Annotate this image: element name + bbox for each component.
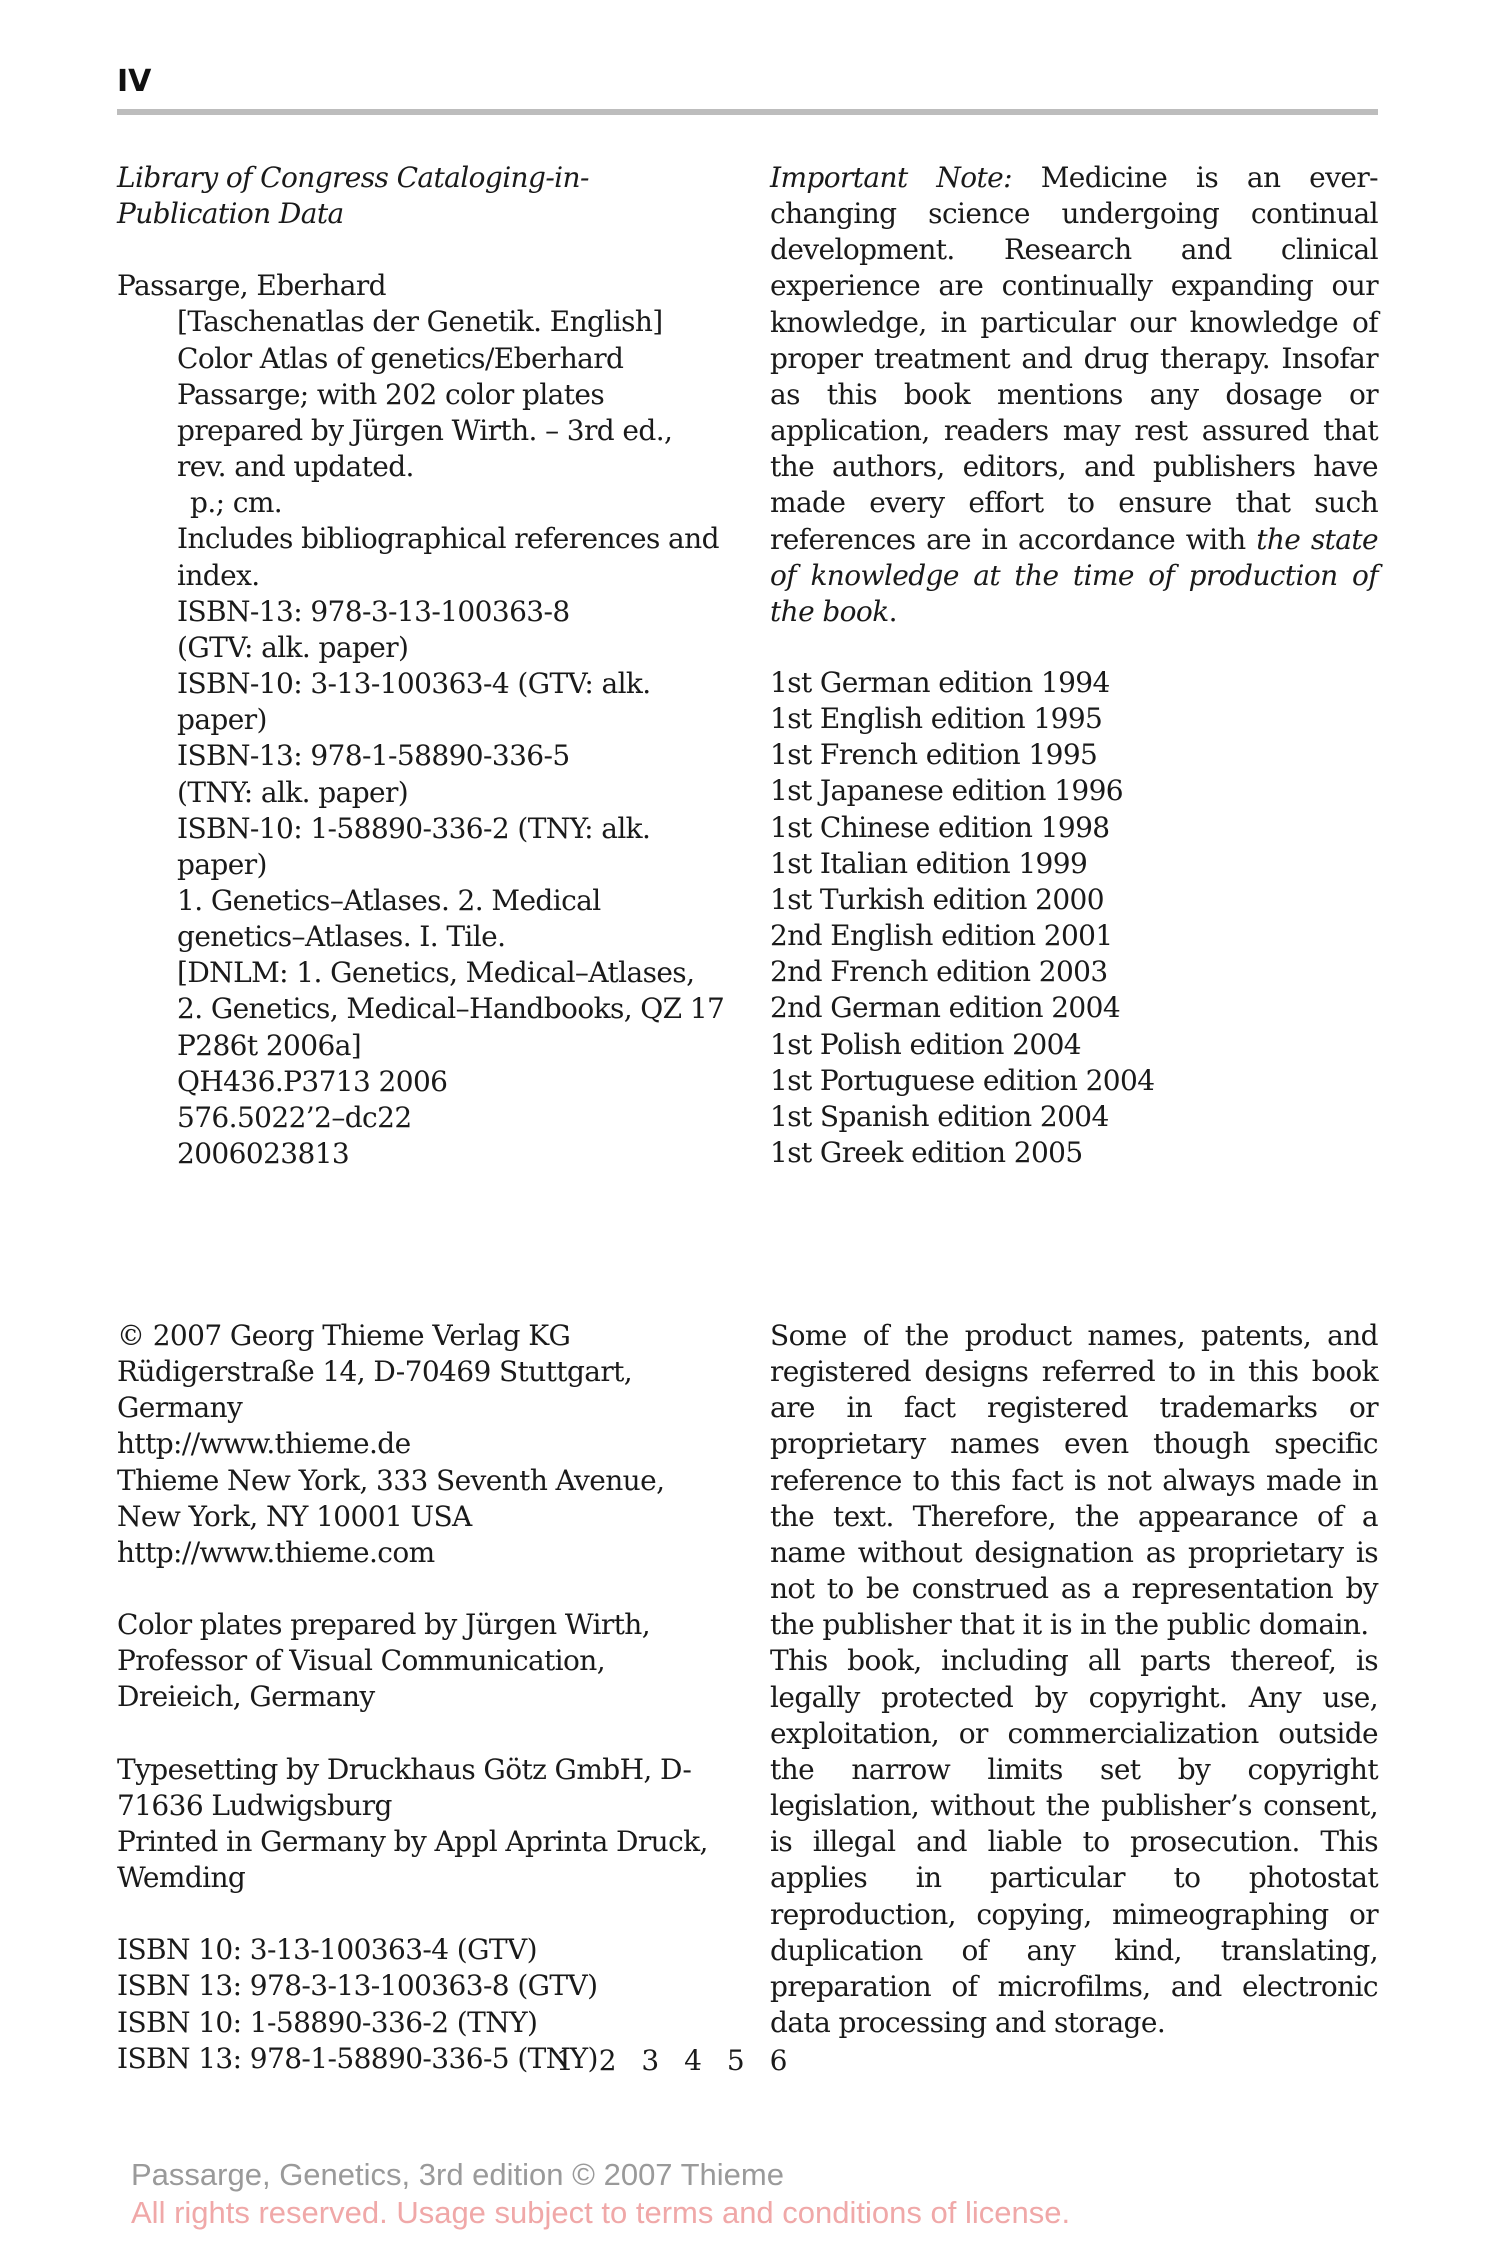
cip-line: Includes bibliographical references and index.: [177, 522, 719, 592]
publisher-block: [117, 1318, 727, 2077]
cip-line: 2006023813: [177, 1137, 350, 1171]
publisher-line: http://www.thieme.com: [117, 1535, 435, 1569]
edition-item: 1st English edition 1995: [770, 702, 1103, 736]
publisher-line: © 2007 Georg Thieme Verlag KG: [117, 1319, 571, 1352]
cip-line: (TNY: alk. paper): [177, 775, 409, 809]
note-emphasis: the state of knowledge at the time of production of the book: [770, 522, 1378, 628]
printing-credit: Printed in Germany by Appl Aprinta Druck, Wemding: [117, 1824, 708, 1895]
cip-heading: Library of Congress Cataloging-in-Publication Data: [117, 161, 589, 231]
edition-item: 1st Portuguese edition 2004: [770, 1063, 1155, 1097]
plates-credit: Color plates prepared by Jürgen Wirth, Professor of Visual Communication, Dreieich, Germany: [117, 1608, 651, 1714]
edition-item: 1st Italian edition 1999: [770, 846, 1088, 880]
editions-list: [770, 665, 1378, 1171]
edition-item: 1st German edition 1994: [770, 666, 1110, 699]
cip-line: ISBN-10: 1-58890-336-2 (TNY: alk. paper): [177, 811, 651, 881]
isbn-line: ISBN 10: 3-13-100363-4 (GTV): [117, 1933, 537, 1967]
publisher-line: New York, NY 10001 USA: [117, 1499, 472, 1533]
cip-line: QH436.P3713 2006: [177, 1064, 448, 1098]
cip-line: ISBN-13: 978-3-13-100363-8: [177, 594, 570, 628]
edition-item: 1st Chinese edition 1998: [770, 810, 1110, 844]
cip-block: [117, 160, 727, 1172]
cip-line: [DNLM: 1. Genetics, Medical–Atlases, 2. Genetics, Medical–Handbooks, QZ 17 P286t 2006a]: [177, 956, 725, 1062]
cip-author: Passarge, Eberhard: [117, 269, 386, 303]
header-rule: [117, 109, 1378, 115]
publisher-line: Rüdigerstraße 14, D-70469 Stuttgart, Germany: [117, 1355, 633, 1425]
edition-item: 2nd English edition 2001: [770, 919, 1113, 953]
cip-line: ISBN-10: 3-13-100363-4 (GTV: alk. paper): [177, 667, 651, 737]
edition-item: 2nd German edition 2004: [770, 991, 1121, 1025]
footer-license: All rights reserved. Usage subject to terms and conditions of license.: [131, 2195, 1071, 2230]
print-run-numbers: 1 2 3 4 5 6: [556, 2044, 796, 2077]
edition-item: 1st French edition 1995: [770, 738, 1098, 772]
cip-line: [Taschenatlas der Genetik. English]: [177, 305, 663, 339]
trademark-notice: Some of the product names, patents, and registered designs referred to in this book are in fact registered trademarks or proprietary names even though specific reference to this fact is not always made in the text. Therefore, the appearance of a name without designation as proprietary is not to be construed as a representation by the publisher that it is in the public domain.: [770, 1319, 1378, 1642]
edition-item: 1st Turkish edition 2000: [770, 882, 1104, 916]
isbn-line: ISBN 13: 978-3-13-100363-8 (GTV): [117, 1969, 598, 2003]
cip-line: 576.5022’2–dc22: [177, 1100, 412, 1134]
edition-item: 1st Japanese edition 1996: [770, 774, 1124, 808]
legal-block: [770, 1318, 1378, 2041]
note-text: Medicine is an ever-changing science undergoing continual development. Research and clinical experience are continually expanding our knowledge, in particular our knowledge of proper treatment and drug therapy. Insofar as this book mentions any dosage or application, readers may rest assured that the authors, editors, and publishers have made every effort to ensure that such references are in accordance with: [770, 161, 1378, 556]
edition-item: 1st Greek edition 2005: [770, 1136, 1083, 1170]
footer-credit: Passarge, Genetics, 3rd edition © 2007 Thieme: [131, 2157, 784, 2192]
edition-item: 1st Spanish edition 2004: [770, 1099, 1109, 1133]
cip-line: (GTV: alk. paper): [177, 630, 409, 664]
copyright-notice: This book, including all parts thereof, is legally protected by copyright. Any use, exploitation, or commercialization outside the narrow limits set by copyright legislation, without the publisher’s consent, is illegal and liable to prosecution. This applies in particular to photostat reproduction, copying, mimeographing or duplication of any kind, translating, preparation of microfilms, and electronic data processing and storage.: [770, 1644, 1378, 2039]
cip-pcm: p.; cm.: [190, 486, 283, 520]
cip-line: Color Atlas of genetics/Eberhard Passarge; with 202 color plates prepared by Jürgen Wirth. – 3rd ed., rev. and updated.: [177, 341, 673, 484]
publisher-line: Thieme New York, 333 Seventh Avenue,: [117, 1463, 665, 1497]
edition-item: 1st Polish edition 2004: [770, 1027, 1082, 1061]
important-note: Important Note: Medicine is an ever-changing science undergoing continual development. Research and clinical experience are continually expanding our knowledge, in particular our knowledge of proper treatment and drug therapy. Insofar as this book mentions any dosage or application, readers may rest assured that the authors, editors, and publishers have made every effort to ensure that such references are in accordance with the state of knowledge at the time of production of the book.: [770, 161, 1378, 628]
cip-line: 1. Genetics–Atlases. 2. Medical genetics–Atlases. I. Tile.: [177, 883, 601, 954]
publisher-line: http://www.thieme.de: [117, 1427, 411, 1461]
isbn-line: ISBN 13: 978-1-58890-336-5 (TNY): [117, 2041, 598, 2075]
cip-line: ISBN-13: 978-1-58890-336-5: [177, 739, 570, 773]
page-number: IV: [117, 64, 152, 99]
typesetting-credit: Typesetting by Druckhaus Götz GmbH, D-71636 Ludwigsburg: [117, 1752, 692, 1822]
isbn-line: ISBN 10: 1-58890-336-2 (TNY): [117, 2005, 538, 2039]
note-label: Important Note:: [770, 161, 1012, 194]
edition-item: 2nd French edition 2003: [770, 955, 1108, 989]
